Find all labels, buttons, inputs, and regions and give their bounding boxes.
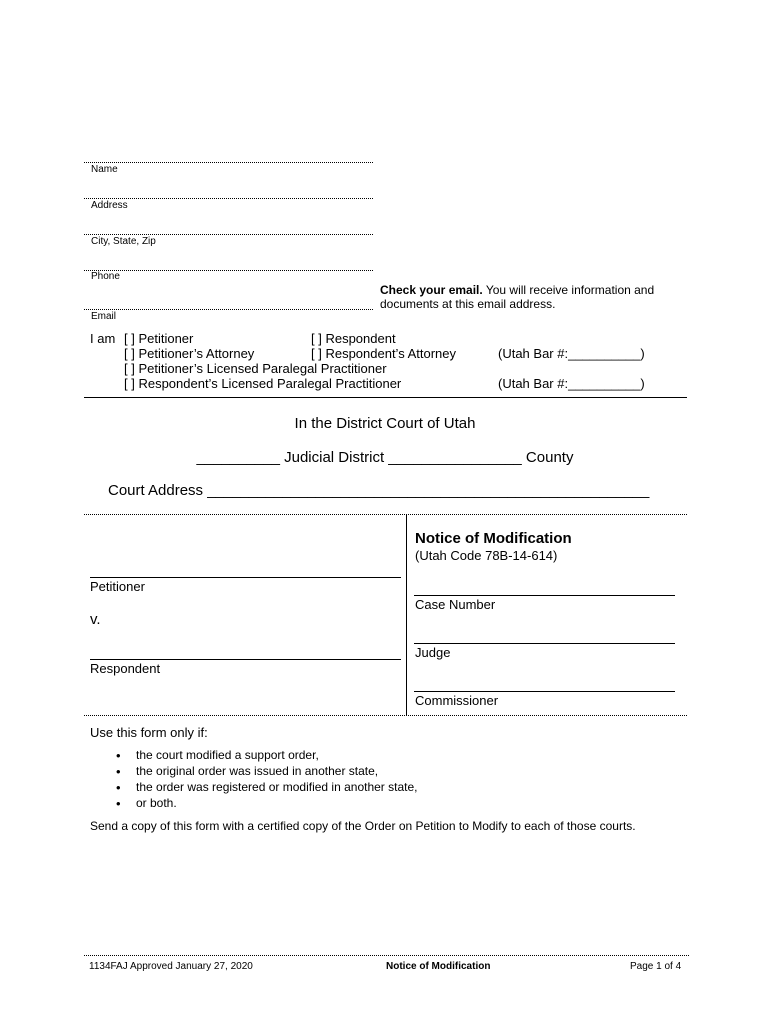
court-title: In the District Court of Utah xyxy=(294,415,476,432)
respondent-label: Respondent xyxy=(90,661,161,676)
i-am-label: I am xyxy=(90,331,116,346)
footer-form-id: 1134FAJ Approved January 27, 2020 xyxy=(89,961,253,972)
versus-label: v. xyxy=(90,611,101,628)
petitioner-line[interactable] xyxy=(90,577,401,578)
email-label: Email xyxy=(91,311,117,322)
case-number-line[interactable] xyxy=(414,595,675,596)
address-line xyxy=(84,198,373,199)
checkbox-petitioner[interactable]: [ ] Petitioner xyxy=(124,331,194,346)
checkbox-respondent[interactable]: [ ] Respondent xyxy=(311,331,396,346)
court-address[interactable]: Court Address _____________________________________________________ xyxy=(108,482,650,499)
bar-number-1[interactable]: (Utah Bar #:__________) xyxy=(498,346,645,361)
judge-label: Judge xyxy=(415,645,451,660)
form-code: (Utah Code 78B-14-614) xyxy=(415,548,558,563)
checkbox-respondent-attorney[interactable]: [ ] Respondent’s Attorney xyxy=(311,346,457,361)
email-note xyxy=(380,283,654,311)
case-number-label: Case Number xyxy=(415,597,496,612)
form-title: Notice of Modification xyxy=(415,530,572,547)
instructions-intro: Use this form only if: xyxy=(90,725,208,740)
email-note-rest: You will receive information and xyxy=(482,283,655,297)
address-label: Address xyxy=(91,200,128,211)
commissioner-line[interactable] xyxy=(414,691,675,692)
instructions-send: Send a copy of this form with a certified copy of the Order on Petition to Modify to each of those courts. xyxy=(90,819,636,833)
bullet-icon: • xyxy=(116,764,121,779)
footer-title: Notice of Modification xyxy=(386,961,491,972)
bullet-icon: • xyxy=(116,780,121,795)
instruction-item: the court modified a support order, xyxy=(136,748,319,762)
name-label: Name xyxy=(91,164,118,175)
caption-divider xyxy=(406,514,407,715)
instruction-item: the order was registered or modified in another state, xyxy=(136,780,418,794)
phone-label: Phone xyxy=(91,271,120,282)
checkbox-petitioner-attorney[interactable]: [ ] Petitioner’s Attorney xyxy=(124,346,255,361)
footer-page-number: Page 1 of 4 xyxy=(630,961,682,972)
commissioner-label: Commissioner xyxy=(415,693,499,708)
bullet-icon: • xyxy=(116,748,121,763)
bar-number-2[interactable]: (Utah Bar #:__________) xyxy=(498,376,645,391)
email-note-bold: Check your email. xyxy=(380,283,483,297)
city-label: City, State, Zip xyxy=(91,236,156,247)
email-line xyxy=(84,309,373,310)
email-note-line2: documents at this email address. xyxy=(380,297,556,311)
district-line[interactable]: __________ Judicial District ________________ County xyxy=(196,449,574,466)
phone-line xyxy=(84,270,373,271)
checkbox-respondent-lpp[interactable]: [ ] Respondent’s Licensed Paralegal Practitioner xyxy=(124,376,402,391)
judge-line[interactable] xyxy=(414,643,675,644)
city-line xyxy=(84,234,373,235)
checkbox-petitioner-lpp[interactable]: [ ] Petitioner’s Licensed Paralegal Practitioner xyxy=(124,361,387,376)
caption-bottom-line xyxy=(84,715,687,716)
footer-line xyxy=(84,955,689,956)
bullet-icon: • xyxy=(116,796,121,811)
divider-top xyxy=(84,397,687,398)
respondent-line[interactable] xyxy=(90,659,401,660)
caption-top-line xyxy=(84,514,687,515)
petitioner-label: Petitioner xyxy=(90,579,145,594)
instruction-item: or both. xyxy=(136,796,177,810)
instruction-item: the original order was issued in another state, xyxy=(136,764,379,778)
name-line xyxy=(84,162,373,163)
